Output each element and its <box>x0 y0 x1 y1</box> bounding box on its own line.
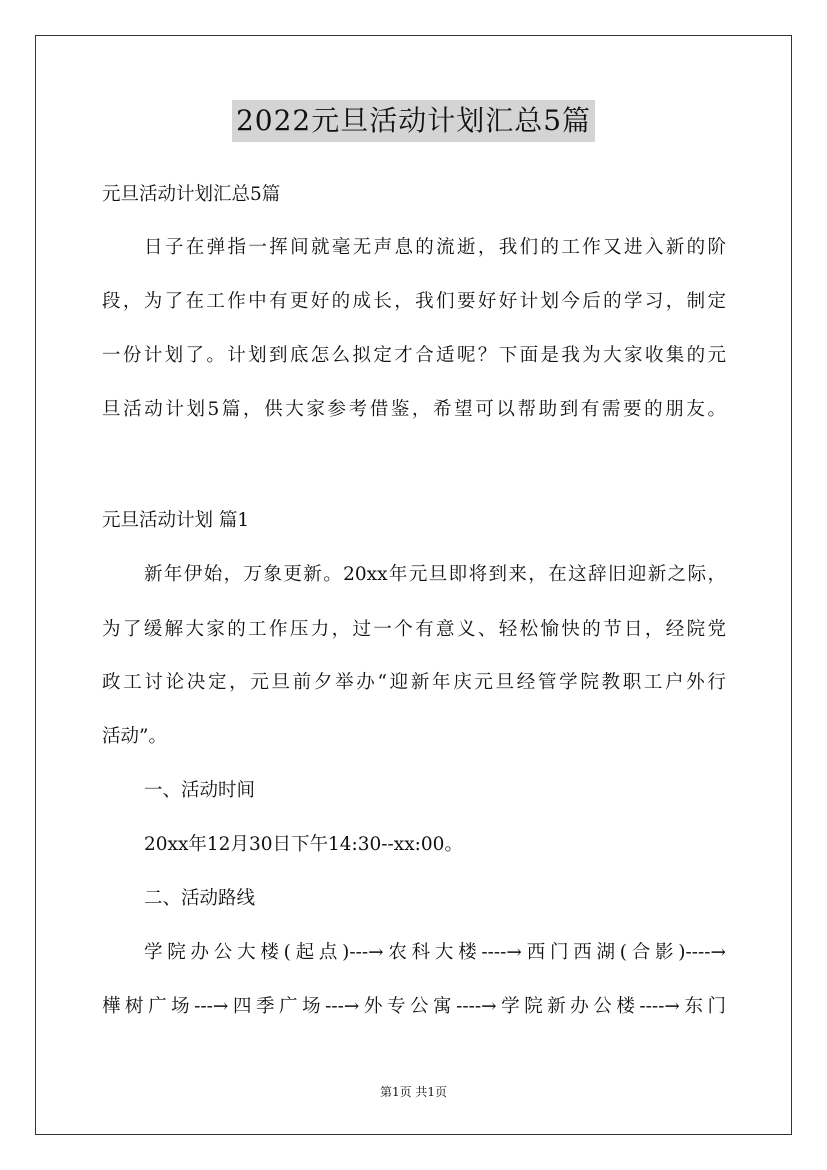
document-title: 2022元旦活动计划汇总5篇 <box>232 100 595 142</box>
page-footer: 第1页 共1页 <box>379 1085 448 1099</box>
section-line: 活动”。 <box>102 726 167 747</box>
section-heading: 元旦活动计划 篇1 <box>102 510 250 531</box>
document-subtitle: 元旦活动计划汇总5篇 <box>102 184 281 205</box>
intro-line: 段，为了在工作中有更好的成长，我们要好好计划今后的学习，制定 <box>102 291 726 312</box>
section-line: 政工讨论决定，元旦前夕举办“迎新年庆元旦经管学院教职工户外行 <box>102 672 726 693</box>
intro-line: 旦活动计划5篇，供大家参考借鉴，希望可以帮助到有需要的朋友。 <box>102 399 726 420</box>
item-text-time: 20xx年12月30日下午14:30--xx:00。 <box>144 834 463 855</box>
section-line: 新年伊始，万象更新。20xx年元旦即将到来，在这辞旧迎新之际， <box>144 564 726 585</box>
intro-line: 一份计划了。计划到底怎么拟定才合适呢？下面是我为大家收集的元 <box>102 345 726 366</box>
intro-line: 日子在弹指一挥间就毫无声息的流逝，我们的工作又进入新的阶 <box>144 237 726 258</box>
section-line: 为了缓解大家的工作压力，过一个有意义、轻松愉快的节日，经院党 <box>102 619 726 640</box>
route-line: 樺树广场---→四季广场---→外专公寓----→学院新办公楼----→东门 <box>102 996 726 1017</box>
title-container <box>0 100 827 142</box>
route-line: 学院办公大楼(起点)---→农科大楼----→西门西湖(合影)----→ <box>144 942 726 963</box>
item-heading-route: 二、活动路线 <box>144 888 256 909</box>
item-heading-time: 一、活动时间 <box>144 780 256 801</box>
